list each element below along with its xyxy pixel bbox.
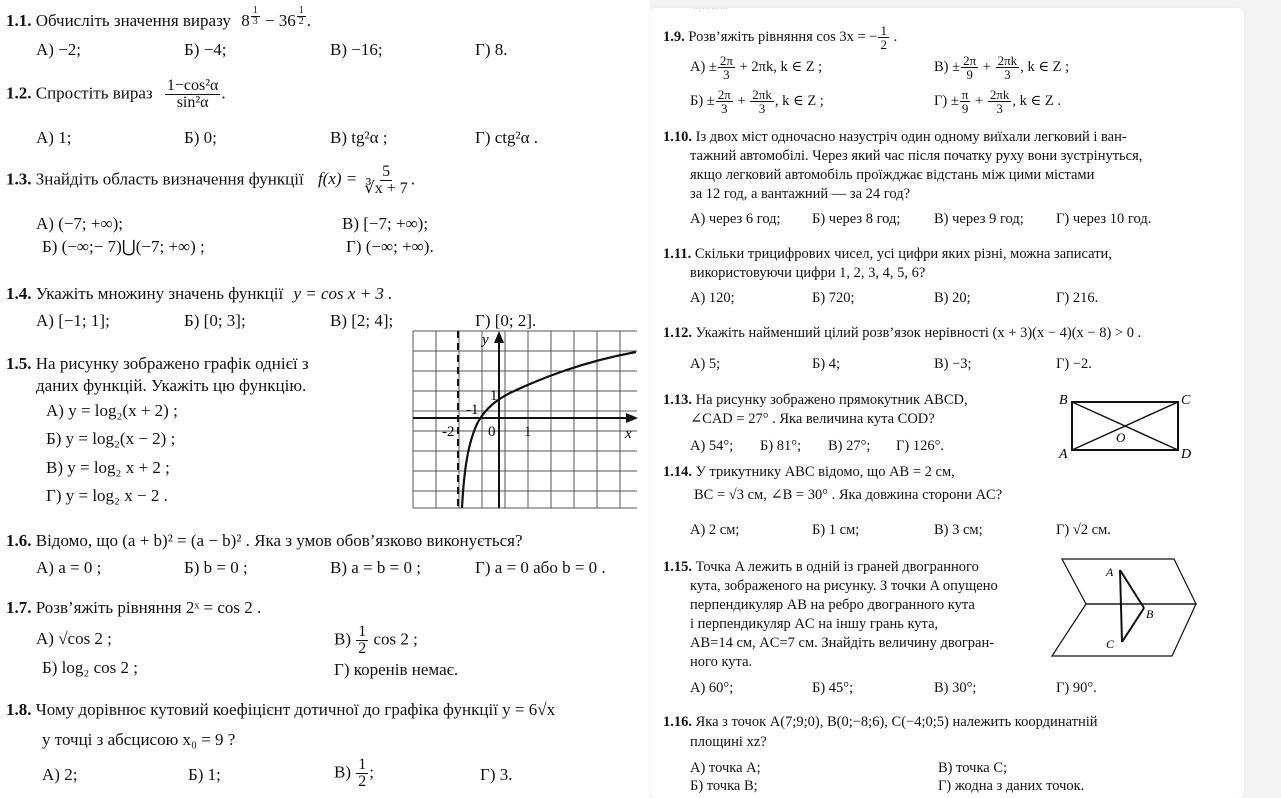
question-1-7: 1.7. Розв’яжіть рівняння 2ˣ = cos 2 . <box>6 598 262 617</box>
question-1-9: 1.9. Розв’яжіть рівняння cos 3x = − $\frac{1}{2}$ . <box>663 23 898 52</box>
question-1-6: 1.6. Відомо, що (a + b)² = (a − b)² . Яка з умов обов’язково виконується? <box>6 531 523 550</box>
option-1-1-b[interactable]: Б) −4; <box>184 40 227 59</box>
option-1-5-b[interactable]: Б) y = log₂(x − 2) ; <box>46 429 176 448</box>
tick-0: 0 <box>488 424 496 440</box>
option-1-10-b[interactable]: Б) через 8 год; <box>812 211 901 227</box>
log-graph <box>412 330 638 510</box>
option-1-14-b[interactable]: Б) 1 см; <box>812 522 860 538</box>
option-1-9-c[interactable]: В) ± $\frac{2\pi}{9}$ + $\frac{2\pi k}{3}$ , k ∈ Z ; <box>934 53 1070 82</box>
option-1-1-c[interactable]: В) −16; <box>330 40 383 59</box>
question-1-12: 1.12. Укажіть найменший цілий розв’язок нерівності (x + 3)(x − 4)(x − 8) > 0 . <box>663 325 1142 341</box>
option-1-2-c[interactable]: В) tg²α ; <box>330 128 388 147</box>
label-a: A <box>1059 447 1068 462</box>
question-1-10-line3: якщо легковий автомобіль проїжджає відстань між цими містами <box>690 167 1095 183</box>
option-1-15-a[interactable]: А) 60°; <box>690 680 734 696</box>
rectangle-abcd-figure <box>1056 390 1196 462</box>
tick-minus-2: -2 <box>442 424 455 440</box>
option-1-4-a[interactable]: А) [−1; 1]; <box>36 311 110 330</box>
question-1-13-line1: 1.13. На рисунку зображено прямокутник ABCD, <box>663 392 968 408</box>
segment-cb <box>1122 608 1144 642</box>
label-b: B <box>1059 393 1068 408</box>
option-1-3-d[interactable]: Г) (−∞; +∞). <box>346 237 434 256</box>
option-1-12-a[interactable]: А) 5; <box>690 356 721 372</box>
y-axis-arrow-icon <box>494 331 504 343</box>
option-1-3-a[interactable]: А) (−7; +∞); <box>36 214 124 233</box>
option-1-9-d[interactable]: Г) ± $\frac{\pi}{9}$ + $\frac{2\pi k}{3}$ , k ∈ Z . <box>934 87 1061 116</box>
option-1-14-d[interactable]: Г) √2 см. <box>1056 522 1111 538</box>
question-1-11-line2: використовуючи цифри 1, 2, 3, 4, 5, 6? <box>690 265 926 281</box>
label-b: B <box>1146 607 1154 621</box>
option-1-10-a[interactable]: А) через 6 год; <box>690 211 781 227</box>
question-1-15-line4: і перпендикуляр AC на іншу грань кута, <box>690 616 939 632</box>
graph-grid <box>413 331 637 508</box>
question-1-14-line2: BC = √3 см, ∠B = 30° . Яка довжина сторони AC? <box>694 487 1003 503</box>
question-1-8-line2: у точці з абсцисою x₀ = 9 ? <box>42 730 236 749</box>
option-1-4-c[interactable]: В) [2; 4]; <box>330 311 394 330</box>
segment-ab <box>1120 570 1144 608</box>
option-1-6-a[interactable]: А) a = 0 ; <box>36 558 102 577</box>
label-c: C <box>1181 393 1191 408</box>
option-1-8-d[interactable]: Г) 3. <box>480 765 513 784</box>
option-1-4-b[interactable]: Б) [0; 3]; <box>184 311 246 330</box>
x-label: x <box>625 426 632 442</box>
drag-handle-icon[interactable]: ⋯⋯⋯⋯ <box>693 4 729 13</box>
question-1-1: 1.1. Обчисліть значення виразу 8 $^{\frac{1}{3}}$ − 36 $^{\frac{1}{2}}$ . <box>6 5 312 30</box>
upper-face <box>1062 559 1196 604</box>
question-1-14-line1: 1.14. У трикутнику ABC відомо, що AB = 2 см, <box>663 464 955 480</box>
option-1-1-a[interactable]: А) −2; <box>36 40 81 59</box>
tick-1-y: 1 <box>490 388 498 404</box>
option-1-8-a[interactable]: А) 2; <box>42 765 78 784</box>
option-1-7-a[interactable]: А) √cos 2 ; <box>36 629 112 648</box>
option-1-6-c[interactable]: В) a = b = 0 ; <box>330 558 421 577</box>
option-1-15-c[interactable]: В) 30°; <box>934 680 977 696</box>
question-1-15-line2: кута, зображеного на рисунку. З точки A опущено <box>690 578 998 594</box>
option-1-16-a[interactable]: А) точка A; <box>690 760 761 776</box>
question-1-11-line1: 1.11. Скільки трицифрових чисел, усі цифри яких різні, можна записати, <box>663 246 1112 262</box>
option-1-2-a[interactable]: А) 1; <box>36 128 72 147</box>
option-1-13-a[interactable]: А) 54°; <box>690 438 734 454</box>
label-d: D <box>1181 447 1192 462</box>
option-1-3-c[interactable]: В) [−7; +∞); <box>342 214 429 233</box>
option-1-14-c[interactable]: В) 3 см; <box>934 522 983 538</box>
option-1-5-d[interactable]: Г) y = log₂ x − 2 . <box>46 486 168 505</box>
question-1-15-line6: ного кута. <box>690 654 753 670</box>
option-1-5-a[interactable]: А) y = log₂(x + 2) ; <box>46 401 178 420</box>
label-c: C <box>1106 637 1115 651</box>
option-1-2-b[interactable]: Б) 0; <box>184 128 217 147</box>
option-1-11-a[interactable]: А) 120; <box>690 290 735 306</box>
option-1-16-b[interactable]: Б) точка B; <box>690 778 758 794</box>
option-1-14-a[interactable]: А) 2 см; <box>690 522 740 538</box>
option-1-13-c[interactable]: В) 27°; <box>828 438 871 454</box>
tick-1-x: 1 <box>524 424 532 440</box>
option-1-10-c[interactable]: В) через 9 год; <box>934 211 1024 227</box>
option-1-8-c[interactable]: В) $\frac{1}{2}$ ; <box>334 756 374 790</box>
lower-face <box>1052 604 1196 656</box>
question-1-8: 1.8. Чому дорівнює кутовий коефіцієнт дотичної до графіка функції y = 6√x <box>6 700 556 719</box>
option-1-7-c[interactable]: В) $\frac{1}{2}$ cos 2 ; <box>334 623 418 657</box>
option-1-2-d[interactable]: Г) ctg²α . <box>475 128 539 147</box>
option-1-13-b[interactable]: Б) 81°; <box>760 438 802 454</box>
dihedral-angle-figure <box>1048 556 1200 660</box>
option-1-11-b[interactable]: Б) 720; <box>812 290 855 306</box>
option-1-6-b[interactable]: Б) b = 0 ; <box>184 558 248 577</box>
label-o: O <box>1116 430 1126 445</box>
option-1-16-c[interactable]: В) точка C; <box>938 760 1008 776</box>
option-1-11-d[interactable]: Г) 216. <box>1056 290 1099 306</box>
option-1-5-c[interactable]: В) y = log₂ x + 2 ; <box>46 458 170 477</box>
option-1-9-a[interactable]: А) ± $\frac{2\pi}{3}$ + 2πk, k ∈ Z ; <box>690 53 823 82</box>
option-1-10-d[interactable]: Г) через 10 год. <box>1056 211 1152 227</box>
y-label: y <box>482 332 489 348</box>
option-1-13-d[interactable]: Г) 126°. <box>896 438 945 454</box>
question-1-10-line2: тажний автомобілі. Через який час після початку руху вони зустрінуться, <box>690 148 1143 164</box>
tick-minus-1: -1 <box>466 402 479 418</box>
option-1-9-b[interactable]: Б) ± $\frac{2\pi}{3}$ + $\frac{2\pi k}{3}$ , k ∈ Z ; <box>690 87 824 116</box>
question-1-2: 1.2. Спростіть вираз $\frac{\text{1−cos²α}}{\text{sin²α}}$ . <box>6 77 226 111</box>
option-1-11-c[interactable]: В) 20; <box>934 290 971 306</box>
option-1-15-b[interactable]: Б) 45°; <box>812 680 854 696</box>
option-1-4-d[interactable]: Г) [0; 2]. <box>475 311 537 330</box>
question-1-15-line1: 1.15. Точка A лежить в одній із граней двогранного <box>663 559 979 575</box>
option-1-6-d[interactable]: Г) a = 0 або b = 0 . <box>475 558 606 577</box>
option-1-1-d[interactable]: Г) 8. <box>475 40 508 59</box>
x-axis-arrow-icon <box>626 413 638 423</box>
question-1-15-line5: AB=14 см, AC=7 см. Знайдіть величину двогран- <box>690 635 995 651</box>
option-1-15-d[interactable]: Г) 90°. <box>1056 680 1097 696</box>
option-1-7-b[interactable]: Б) log₂ cos 2 ; <box>42 658 138 677</box>
question-1-16-line2: площині xz? <box>690 734 767 750</box>
question-1-10-line1: 1.10. Із двох міст одночасно назустріч один одному виїхали легковий і ван- <box>663 129 1127 145</box>
option-1-8-b[interactable]: Б) 1; <box>188 765 221 784</box>
option-1-16-d[interactable]: Г) жодна з даних точок. <box>938 778 1085 794</box>
option-1-12-b[interactable]: Б) 4; <box>812 356 841 372</box>
label-a: A <box>1106 565 1114 579</box>
question-1-13-line2: ∠CAD = 27° . Яка величина кута COD? <box>690 411 935 427</box>
question-1-5-line1: 1.5. На рисунку зображено графік однієї з <box>6 354 309 373</box>
option-1-12-c[interactable]: В) −3; <box>934 356 972 372</box>
question-1-4: 1.4. Укажіть множину значень функції y = cos x + 3 . <box>6 284 393 303</box>
option-1-3-b[interactable]: Б) (−∞;− 7)⋃(−7; +∞) ; <box>42 237 205 256</box>
question-1-5-line2: даних функцій. Укажіть цю функцію. <box>36 376 307 395</box>
question-1-10-line4: за 12 год, а вантажний — за 24 год? <box>690 186 911 202</box>
question-1-15-line3: перпендикуляр AB на ребро двогранного кута <box>690 597 975 613</box>
option-1-12-d[interactable]: Г) −2. <box>1056 356 1092 372</box>
option-1-7-d[interactable]: Г) коренів немає. <box>334 660 459 679</box>
question-1-16-line1: 1.16. Яка з точок A(7;9;0), B(0;−8;6), C(−4;0;5) належить координатній <box>663 714 1098 730</box>
question-1-3: 1.3. Знайдіть область визначення функції f(x) = $\frac{5}{∛x + 7}$ . <box>6 163 415 197</box>
segment-ac <box>1120 570 1122 642</box>
